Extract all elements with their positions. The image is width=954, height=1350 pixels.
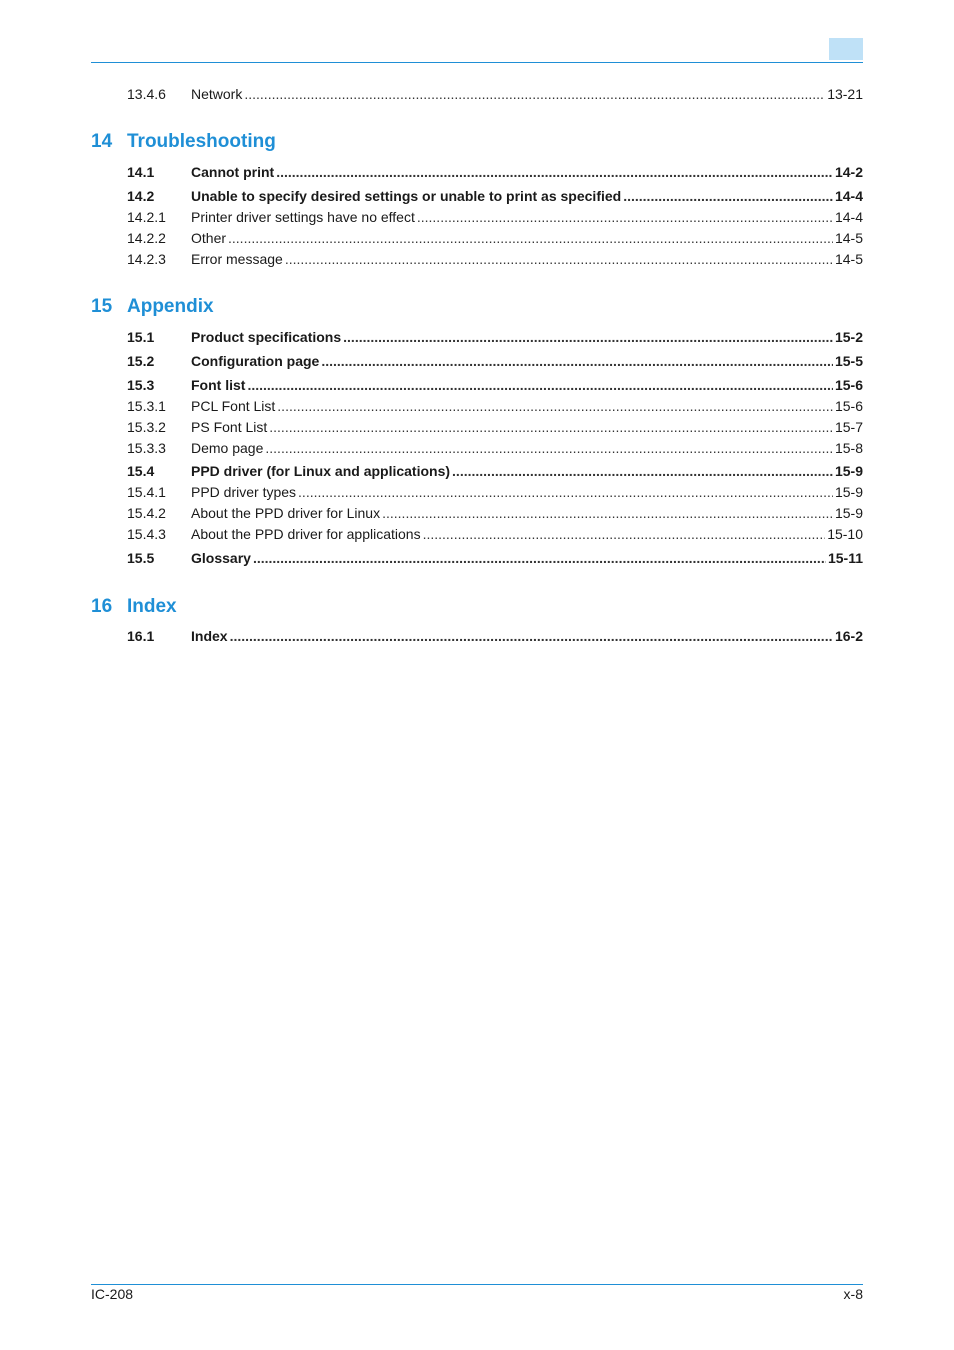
toc-entry-page: 15-9	[834, 463, 863, 479]
chapter-heading-16[interactable]	[91, 596, 177, 624]
toc-entry-page: 15-9	[834, 505, 863, 521]
toc-entry-16-1[interactable]	[127, 628, 863, 648]
toc-entry-number: 14.2.2	[127, 230, 166, 246]
toc-entry-title: Index	[191, 628, 228, 644]
footer-product-name: IC-208	[91, 1286, 134, 1302]
toc-entry-number: 15.4.1	[127, 484, 166, 500]
toc-entry-title: Cannot print	[191, 164, 275, 180]
toc-leader-dots	[298, 484, 833, 500]
toc-entry-title: Error message	[191, 251, 283, 267]
toc-entry-15-4-2[interactable]	[127, 505, 863, 525]
toc-entry-number: 14.2.3	[127, 251, 166, 267]
toc-leader-dots	[285, 251, 833, 267]
toc-entry-15-3-1[interactable]	[127, 398, 863, 418]
toc-entry-15-2[interactable]	[127, 353, 863, 373]
toc-entry-15-3[interactable]	[127, 377, 863, 397]
toc-entry-title: Configuration page	[191, 353, 320, 369]
toc-entry-page: 14-5	[834, 251, 863, 267]
toc-entry-title: PS Font List	[191, 419, 268, 435]
toc-entry-number: 15.1	[127, 329, 155, 345]
toc-entry-15-3-3[interactable]	[127, 440, 863, 460]
toc-entry-title: PPD driver (for Linux and applications)	[191, 463, 451, 479]
toc-leader-dots	[452, 463, 833, 479]
toc-leader-dots	[276, 164, 833, 180]
chapter-number: 14	[91, 131, 113, 152]
toc-entry-page: 15-6	[834, 398, 863, 414]
toc-entry-15-4-3[interactable]	[127, 526, 863, 546]
toc-entry-page: 13-21	[827, 86, 863, 102]
chapter-tab-marker	[829, 38, 863, 60]
toc-leader-dots	[244, 86, 825, 102]
toc-entry-14-2-2[interactable]	[127, 230, 863, 250]
chapter-number: 16	[91, 596, 113, 617]
toc-entry-title: Other	[191, 230, 227, 246]
toc-entry-number: 15.3.1	[127, 398, 166, 414]
toc-leader-dots	[382, 505, 833, 521]
toc-entry-title: About the PPD driver for applications	[191, 526, 421, 542]
toc-entry-number: 14.2.1	[127, 209, 166, 225]
toc-entry-title: Printer driver settings have no effect	[191, 209, 415, 225]
toc-entry-15-4-1[interactable]	[127, 484, 863, 504]
toc-entry-15-5[interactable]	[127, 550, 863, 570]
toc-leader-dots	[321, 353, 833, 369]
toc-entry-number: 14.2	[127, 188, 155, 204]
chapter-heading-14[interactable]	[91, 131, 276, 159]
toc-entry-page: 15-2	[834, 329, 863, 345]
toc-entry-number: 15.4.2	[127, 505, 166, 521]
toc-entry-page: 14-4	[834, 209, 863, 225]
chapter-heading-15[interactable]	[91, 296, 214, 324]
toc-entry-15-1[interactable]	[127, 329, 863, 349]
toc-entry-number: 16.1	[127, 628, 155, 644]
chapter-title: Troubleshooting	[127, 131, 276, 152]
footer-rule	[91, 1284, 863, 1285]
toc-leader-dots	[247, 377, 833, 393]
footer-page-number: x-8	[843, 1286, 863, 1302]
toc-leader-dots	[417, 209, 833, 225]
toc-entry-title: Unable to specify desired settings or unable to print as specified	[191, 188, 622, 204]
toc-entry-page: 15-7	[834, 419, 863, 435]
chapter-title: Index	[127, 596, 177, 617]
toc-entry-title: Network	[191, 86, 243, 102]
header-rule	[91, 62, 863, 63]
toc-entry-page: 14-5	[834, 230, 863, 246]
toc-entry-title: Product specifications	[191, 329, 342, 345]
toc-entry-number: 15.4	[127, 463, 155, 479]
toc-entry-page: 15-5	[834, 353, 863, 369]
toc-leader-dots	[277, 398, 833, 414]
toc-entry-15-4[interactable]	[127, 463, 863, 483]
toc-entry-title: PPD driver types	[191, 484, 297, 500]
toc-entry-14-2-1[interactable]	[127, 209, 863, 229]
toc-leader-dots	[230, 628, 833, 644]
toc-leader-dots	[269, 419, 833, 435]
toc-leader-dots	[253, 550, 826, 566]
toc-entry-15-3-2[interactable]	[127, 419, 863, 439]
toc-entry-page: 15-8	[834, 440, 863, 456]
toc-leader-dots	[265, 440, 833, 456]
toc-entry-title: Demo page	[191, 440, 264, 456]
toc-leader-dots	[228, 230, 833, 246]
toc-entry-number: 15.3.2	[127, 419, 166, 435]
toc-entry-number: 15.3.3	[127, 440, 166, 456]
toc-leader-dots	[423, 526, 826, 542]
toc-entry-page: 15-6	[834, 377, 863, 393]
chapter-title: Appendix	[127, 296, 214, 317]
toc-entry-title: About the PPD driver for Linux	[191, 505, 381, 521]
toc-entry-title: Font list	[191, 377, 246, 393]
toc-entry-14-2[interactable]	[127, 188, 863, 208]
toc-entry-number: 15.2	[127, 353, 155, 369]
toc-entry-page: 16-2	[834, 628, 863, 644]
toc-entry-number: 14.1	[127, 164, 155, 180]
toc-entry-page: 15-11	[827, 550, 863, 566]
toc-entry-number: 15.3	[127, 377, 155, 393]
toc-entry-page: 15-10	[827, 526, 863, 542]
toc-entry-14-1[interactable]	[127, 164, 863, 184]
toc-leader-dots	[343, 329, 833, 345]
toc-entry-13-4-6[interactable]	[127, 86, 863, 106]
toc-entry-number: 15.5	[127, 550, 155, 566]
toc-entry-title: PCL Font List	[191, 398, 276, 414]
toc-entry-14-2-3[interactable]	[127, 251, 863, 271]
toc-entry-page: 15-9	[834, 484, 863, 500]
toc-entry-page: 14-4	[834, 188, 863, 204]
toc-leader-dots	[623, 188, 833, 204]
toc-entry-title: Glossary	[191, 550, 251, 566]
chapter-number: 15	[91, 296, 113, 317]
toc-entry-number: 15.4.3	[127, 526, 166, 542]
toc-entry-page: 14-2	[834, 164, 863, 180]
toc-entry-number: 13.4.6	[127, 86, 166, 102]
